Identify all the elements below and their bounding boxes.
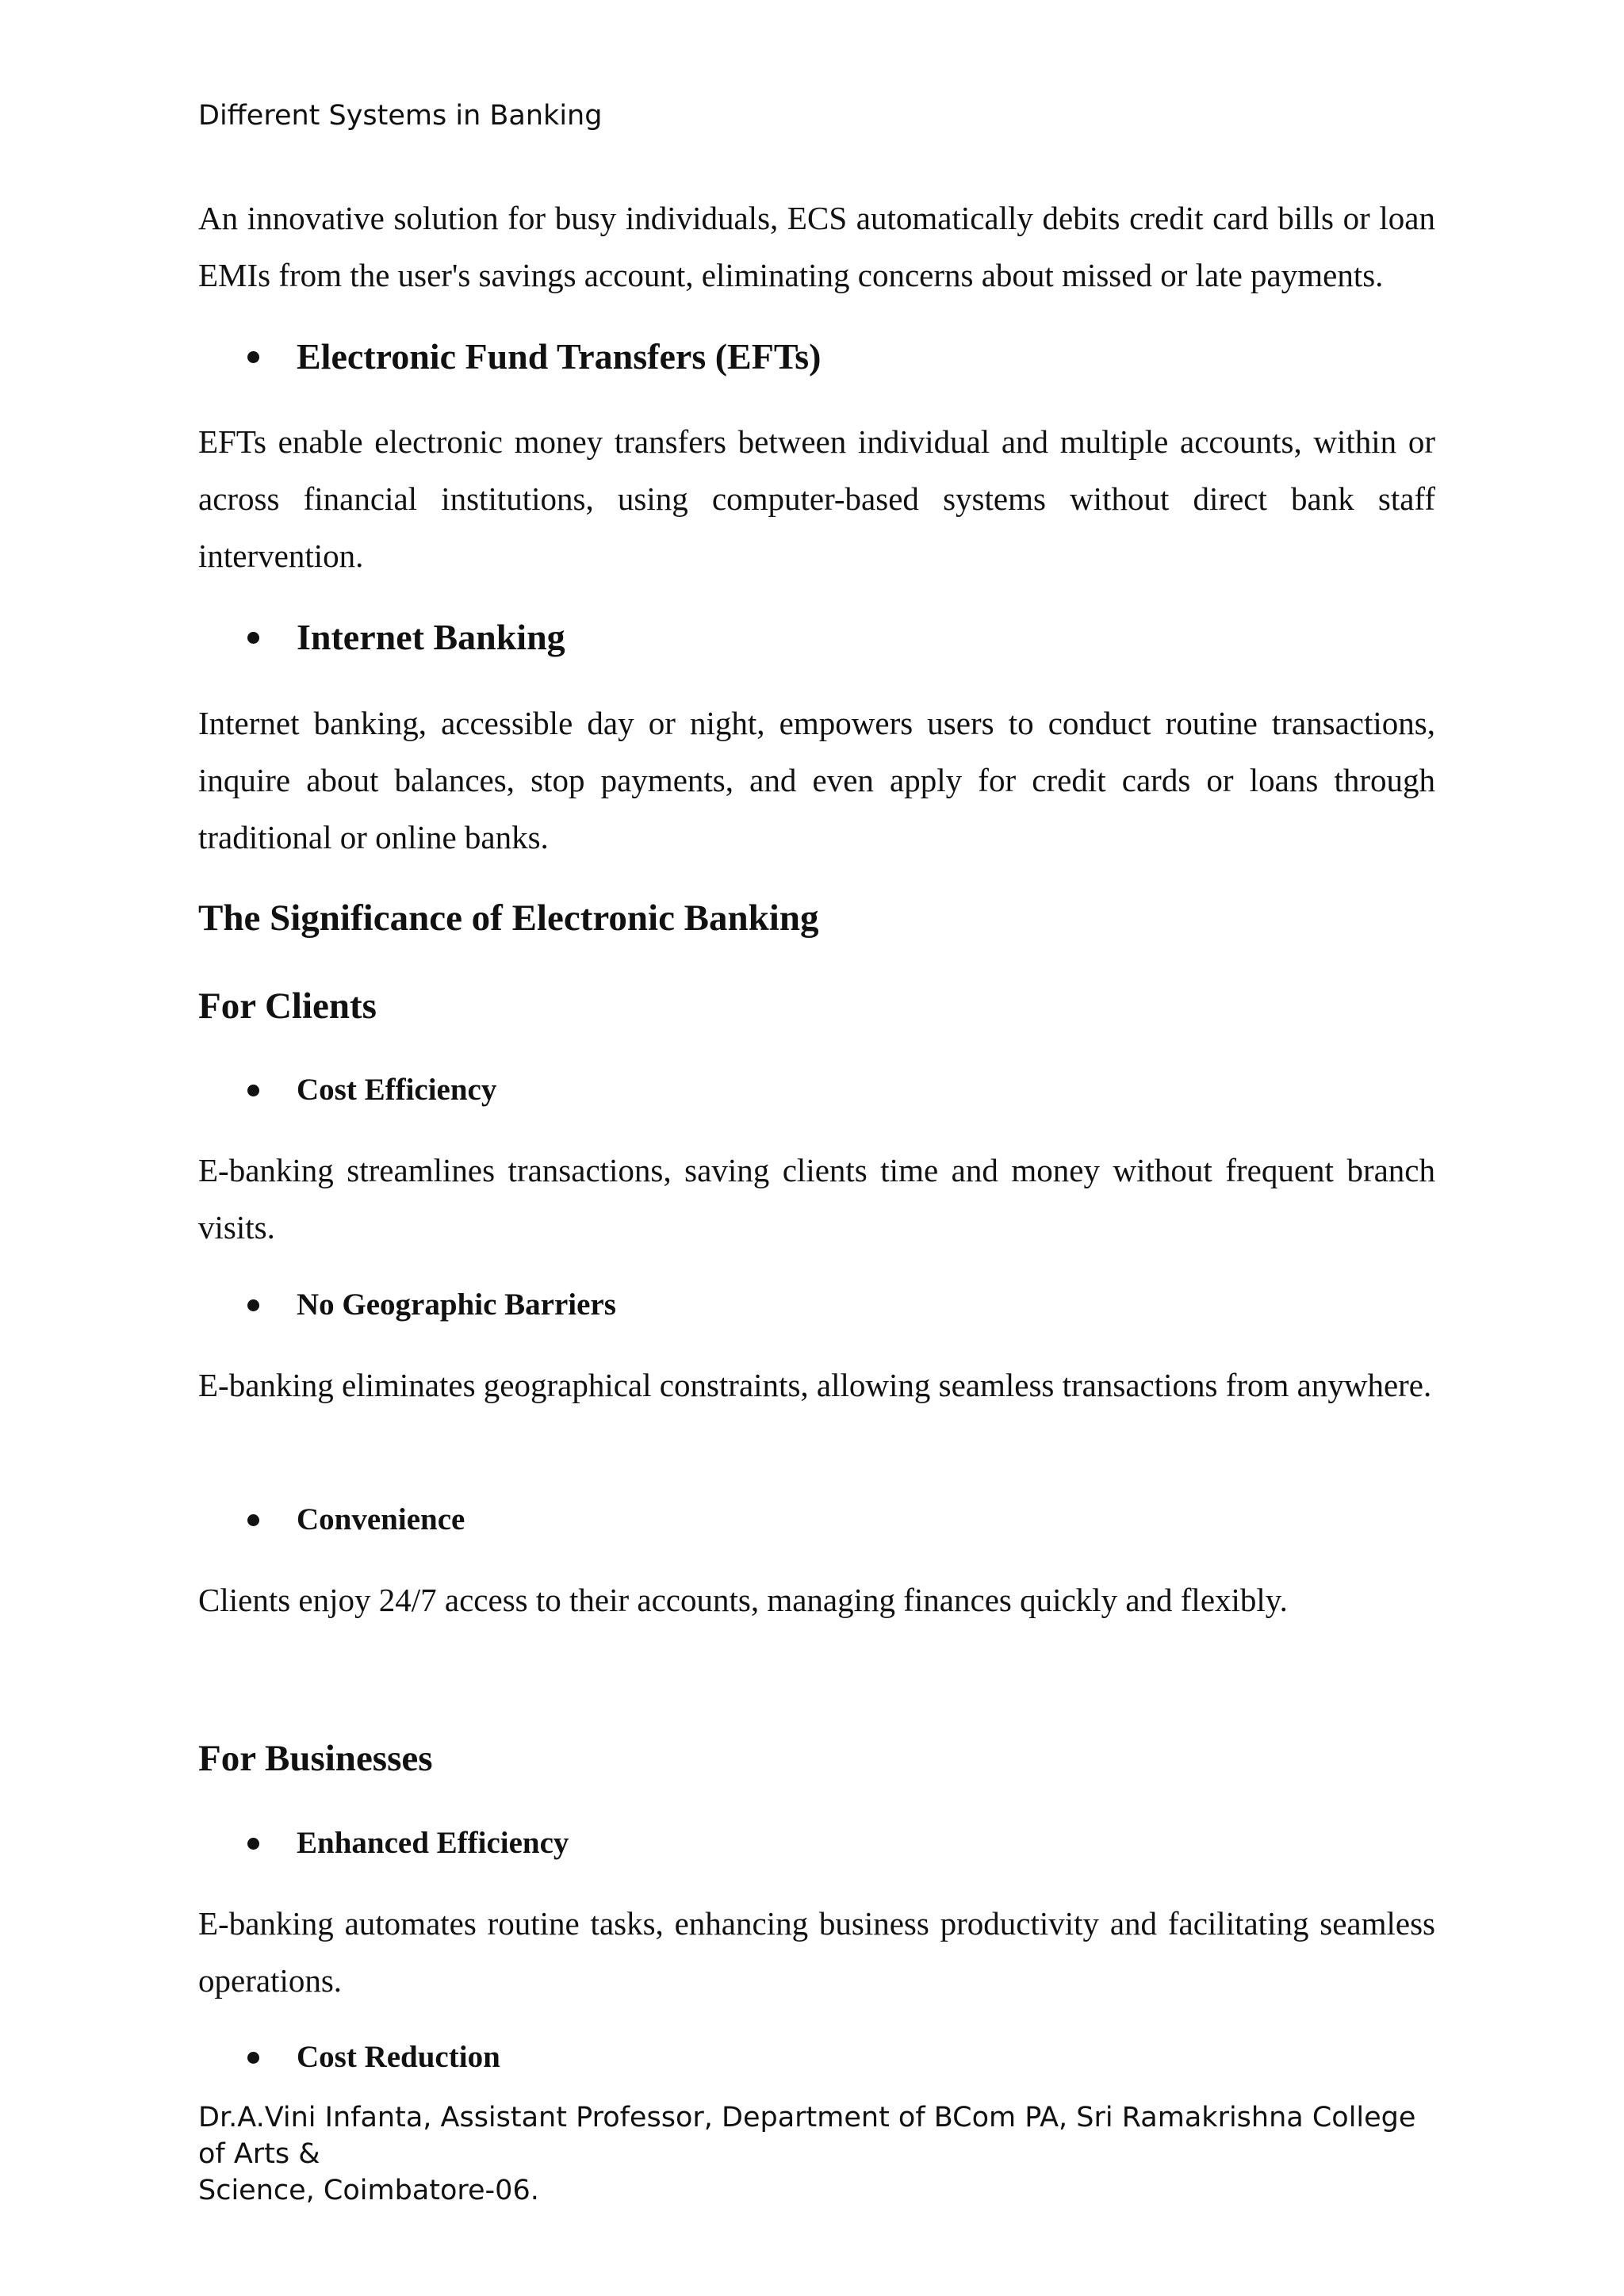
bullet-heading-label: Cost Reduction: [297, 2040, 500, 2074]
bullet-icon: [247, 1514, 259, 1526]
bullet-heading-cost-reduction: [247, 2035, 500, 2080]
bullet-heading-no-geographic-barriers: [247, 1283, 616, 1327]
bullet-heading-label: Electronic Fund Transfers (EFTs): [297, 336, 822, 377]
bullet-heading-label: Enhanced Efficiency: [297, 1826, 569, 1860]
footer-line: Science, Coimbatore-06.: [198, 2175, 539, 2206]
paragraph-eft: [198, 413, 1435, 584]
paragraph-convenience: [198, 1571, 1435, 1628]
bullet-icon: [247, 351, 259, 363]
bullet-heading-label: No Geographic Barriers: [297, 1288, 616, 1322]
bullet-heading-label: Convenience: [297, 1502, 465, 1536]
paragraph-enhanced-efficiency: [198, 1895, 1435, 2009]
section-heading-businesses: For Businesses: [198, 1738, 433, 1779]
paragraph-text: E-banking automates routine tasks, enhancing business productivity and facilitating seamless operations.: [198, 1905, 1435, 1999]
paragraph-ecs: [198, 189, 1435, 304]
paragraph-internet-banking: [198, 695, 1435, 866]
bullet-icon: [247, 1838, 259, 1850]
paragraph-text: Internet banking, accessible day or night, empowers users to conduct routine transactions, inquire about balances, stop payments, and even apply for credit cards or loans through traditional or online banks.: [198, 705, 1435, 855]
paragraph-text: EFTs enable electronic money transfers between individual and multiple accounts, within or across financial institutions, using computer-based systems without direct bank staff intervention.: [198, 423, 1435, 574]
bullet-icon: [247, 1299, 259, 1311]
paragraph-text: Clients enjoy 24/7 access to their accounts, managing finances quickly and flexibly.: [198, 1582, 1288, 1618]
bullet-icon: [247, 2052, 259, 2064]
paragraph-text: E-banking eliminates geographical constraints, allowing seamless transactions from anywhere.: [198, 1367, 1432, 1403]
bullet-icon: [247, 1085, 259, 1096]
bullet-heading-label: Cost Efficiency: [297, 1073, 497, 1107]
bullet-icon: [247, 632, 259, 644]
bullet-heading-label: Internet Banking: [297, 617, 565, 657]
paragraph-cost-efficiency: [198, 1142, 1435, 1256]
paragraph-text: An innovative solution for busy individuals, ECS automatically debits credit card bills or loan EMIs from the user's savings account, eliminating concerns about missed or late payments.: [198, 200, 1435, 293]
bullet-heading-cost-efficiency: [247, 1068, 496, 1112]
bullet-heading-eft: [247, 333, 822, 381]
page-header: Different Systems in Banking: [198, 100, 603, 132]
page-footer: [198, 2099, 1435, 2209]
paragraph-text: E-banking streamlines transactions, saving clients time and money without frequent branch visits.: [198, 1152, 1435, 1246]
bullet-heading-internet-banking: [247, 614, 565, 661]
section-heading-significance: The Significance of Electronic Banking: [198, 897, 819, 939]
bullet-heading-enhanced-efficiency: [247, 1821, 569, 1866]
footer-line: Dr.A.Vini Infanta, Assistant Professor, Department of BCom PA, Sri Ramakrishna College of Arts &: [198, 2102, 1416, 2170]
section-heading-clients: For Clients: [198, 985, 377, 1027]
paragraph-no-geographic-barriers: [198, 1357, 1435, 1414]
bullet-heading-convenience: [247, 1498, 465, 1542]
